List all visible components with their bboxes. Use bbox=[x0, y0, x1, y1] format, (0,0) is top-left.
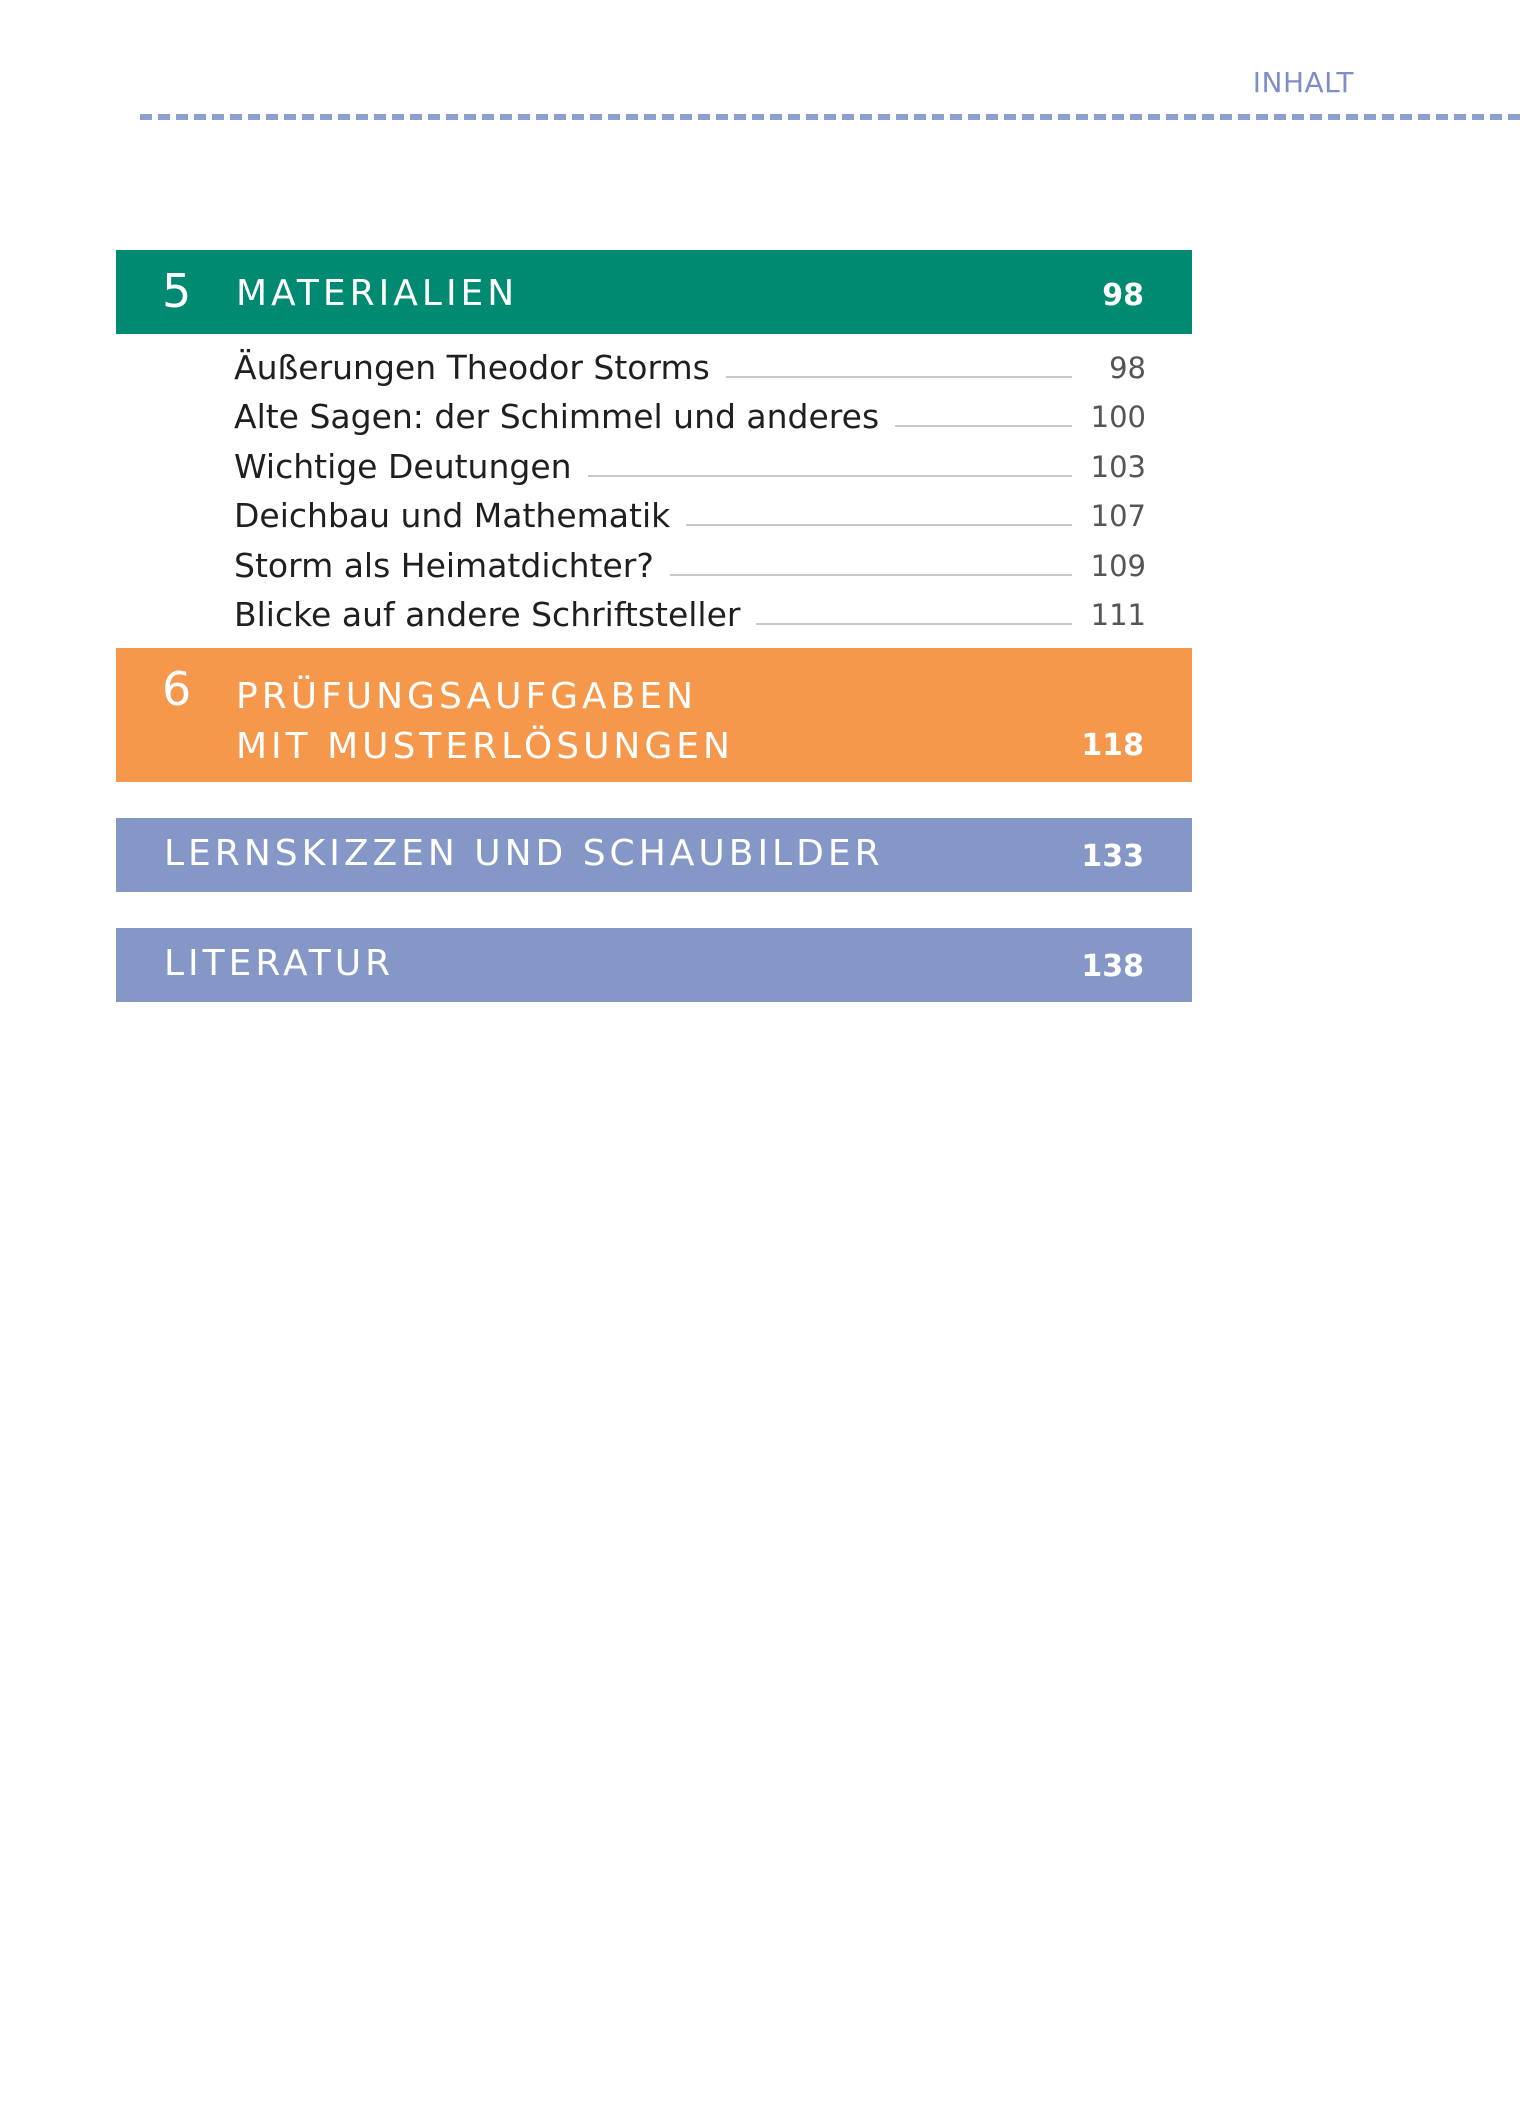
toc-leader-line bbox=[588, 475, 1072, 477]
chapter-page-number: 98 bbox=[1102, 278, 1144, 313]
toc-leader-line bbox=[895, 425, 1072, 427]
toc-entry[interactable] bbox=[234, 340, 1146, 390]
section-title: LITERATUR bbox=[164, 943, 395, 984]
toc-leader-line bbox=[756, 623, 1072, 625]
lernskizzen-heading[interactable] bbox=[116, 818, 1192, 892]
toc-entry-page: 103 bbox=[1090, 449, 1146, 484]
toc-entry[interactable] bbox=[234, 489, 1146, 539]
section-page-number: 133 bbox=[1081, 839, 1144, 874]
toc-entry-page: 109 bbox=[1090, 548, 1146, 583]
section-page-number: 138 bbox=[1081, 949, 1144, 984]
header-dashed-rule bbox=[140, 114, 1520, 120]
toc-entry-page: 107 bbox=[1090, 499, 1146, 533]
toc-leader-line bbox=[686, 524, 1072, 526]
chapter-title-line-2: MIT MUSTERLÖSUNGEN bbox=[236, 726, 734, 767]
literatur-heading[interactable] bbox=[116, 928, 1192, 1002]
toc-leader-line bbox=[670, 574, 1072, 576]
toc-entry-label: Blicke auf andere Schriftsteller bbox=[234, 595, 741, 634]
chapter-number: 6 bbox=[162, 662, 192, 716]
toc-entry-page: 111 bbox=[1090, 598, 1146, 632]
toc-entry-label: Deichbau und Mathematik bbox=[234, 496, 671, 535]
chapter-title bbox=[236, 672, 734, 772]
toc-entry[interactable] bbox=[234, 588, 1146, 638]
chapter-6-heading[interactable] bbox=[116, 648, 1192, 782]
toc-entry-label: Wichtige Deutungen bbox=[234, 446, 572, 486]
toc-entry[interactable] bbox=[234, 390, 1146, 440]
toc-entry-page: 100 bbox=[1090, 400, 1146, 434]
chapter-5-heading[interactable] bbox=[116, 250, 1192, 334]
toc-entry[interactable] bbox=[234, 439, 1146, 489]
chapter-number: 5 bbox=[162, 264, 192, 318]
toc-entry-label: Storm als Heimatdichter? bbox=[234, 545, 654, 585]
section-title: LERNSKIZZEN UND SCHAUBILDER bbox=[164, 833, 884, 874]
toc-entry-label: Äußerungen Theodor Storms bbox=[234, 347, 710, 387]
toc-entry-page: 98 bbox=[1109, 350, 1146, 385]
toc-leader-line bbox=[726, 376, 1072, 378]
chapter-page-number: 118 bbox=[1081, 728, 1144, 763]
toc-entry[interactable] bbox=[234, 538, 1146, 588]
running-head: INHALT bbox=[1252, 66, 1354, 99]
chapter-title: MATERIALIEN bbox=[236, 273, 519, 314]
chapter-5-entries bbox=[234, 340, 1146, 637]
toc-entry-label: Alte Sagen: der Schimmel und anderes bbox=[234, 397, 880, 436]
chapter-title-line-1: PRÜFUNGSAUFGABEN bbox=[236, 676, 698, 717]
